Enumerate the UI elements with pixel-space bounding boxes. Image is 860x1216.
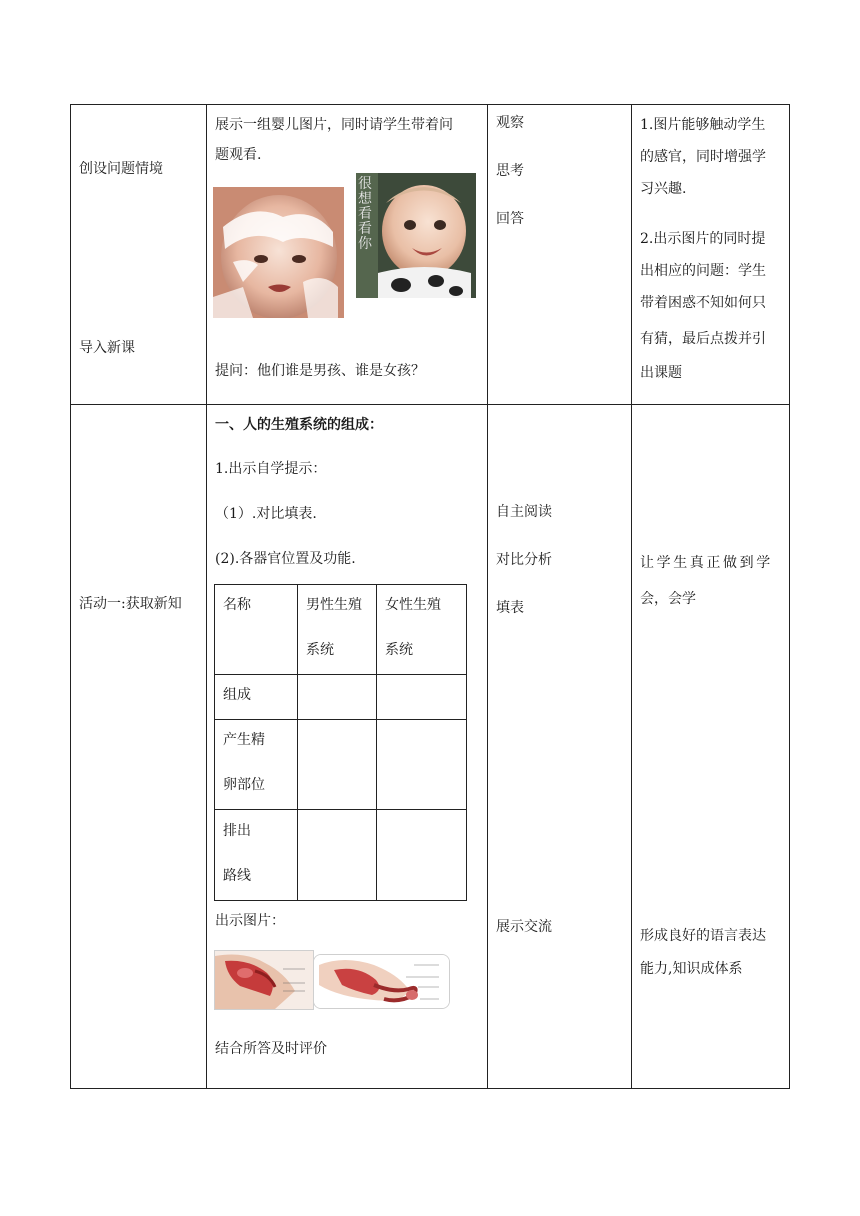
row2-activity-fill: 填表 [496, 600, 524, 616]
table-border-right [789, 104, 790, 1089]
table-row-composition: 组成 [223, 687, 251, 703]
baby-photo-2 [356, 173, 476, 298]
table-border-top [70, 104, 790, 105]
row1-intro-line1: 展示一组婴儿图片，同时请学生带着问 [215, 117, 453, 133]
row2-activity-compare: 对比分析 [496, 552, 552, 568]
row1-stage-label: 创设问题情境 [79, 161, 163, 177]
anatomy-image-male [313, 954, 450, 1009]
table-row-discharge-2: 路线 [223, 868, 251, 884]
anatomy-image-male-drawing [314, 955, 449, 1008]
row1-purpose-line-2: 的感官，同时增强学 [640, 149, 766, 165]
row2-activity-read: 自主阅读 [496, 504, 552, 520]
table-row-divider [70, 404, 790, 405]
row1-activity-observe: 观察 [496, 115, 524, 131]
table-header-name: 名称 [223, 597, 251, 613]
table-header-male-1: 男性生殖 [306, 597, 362, 613]
row1-purpose-line-3: 习兴趣. [640, 181, 687, 197]
row2-sub-item-1: （1）.对比填表. [215, 506, 317, 522]
row2-show-images: 出示图片： [215, 913, 285, 929]
row1-stage-label-bottom: 导入新课 [79, 340, 135, 356]
row1-purpose-line-7: 有猜，最后点拨并引 [640, 331, 766, 347]
table-border-bottom [70, 1088, 790, 1089]
table-border-left [70, 104, 71, 1089]
row2-purpose-bottom-1: 形成良好的语言表达 [640, 928, 766, 944]
baby-photo-1 [213, 187, 344, 318]
row1-intro-line2: 题观看. [215, 147, 262, 163]
row2-purpose-top-1: 让学生真正做到学 [640, 555, 773, 571]
row1-purpose-line-6: 带着困惑不知如何只 [640, 295, 766, 311]
row2-purpose-bottom-2: 能力,知识成体系 [640, 961, 743, 977]
row2-evaluate: 结合所答及时评价 [215, 1041, 327, 1057]
row2-stage-label: 活动一:获取新知 [79, 596, 182, 612]
table-row-gamete-site-2: 卵部位 [223, 777, 265, 793]
row2-section-heading: 一、人的生殖系统的组成： [215, 417, 383, 433]
table-row-gamete-site-1: 产生精 [223, 732, 265, 748]
row2-self-study-prompt: 1.出示自学提示： [215, 461, 327, 477]
row2-sub-item-2: (2).各器官位置及功能. [215, 551, 356, 567]
row2-purpose-top-2: 会，会学 [640, 591, 696, 607]
row1-question: 提问：他们谁是男孩、谁是女孩？ [215, 363, 425, 379]
table-col-divider-1 [206, 104, 207, 1089]
row1-purpose-line-4: 2.出示图片的同时提 [640, 231, 766, 247]
table-header-male-2: 系统 [306, 642, 334, 658]
anatomy-image-female-drawing [215, 951, 313, 1009]
photo-overlay-text: 很想看看你 [358, 176, 372, 252]
row1-activity-think: 思考 [496, 163, 524, 179]
table-row-discharge-1: 排出 [223, 823, 251, 839]
row1-purpose-line-1: 1.图片能够触动学生 [640, 117, 766, 133]
anatomy-image-female [214, 950, 314, 1010]
row1-purpose-line-8: 出课题 [640, 365, 682, 381]
row1-activity-answer: 回答 [496, 211, 524, 227]
table-col-divider-3 [631, 104, 632, 1089]
baby-photo-1-image [213, 187, 344, 318]
table-header-female-2: 系统 [385, 642, 413, 658]
row2-activity-present: 展示交流 [496, 919, 552, 935]
table-header-female-1: 女性生殖 [385, 597, 441, 613]
baby-photo-2-image [356, 173, 476, 298]
table-col-divider-2 [487, 104, 488, 1089]
row1-purpose-line-5: 出相应的问题：学生 [640, 263, 766, 279]
